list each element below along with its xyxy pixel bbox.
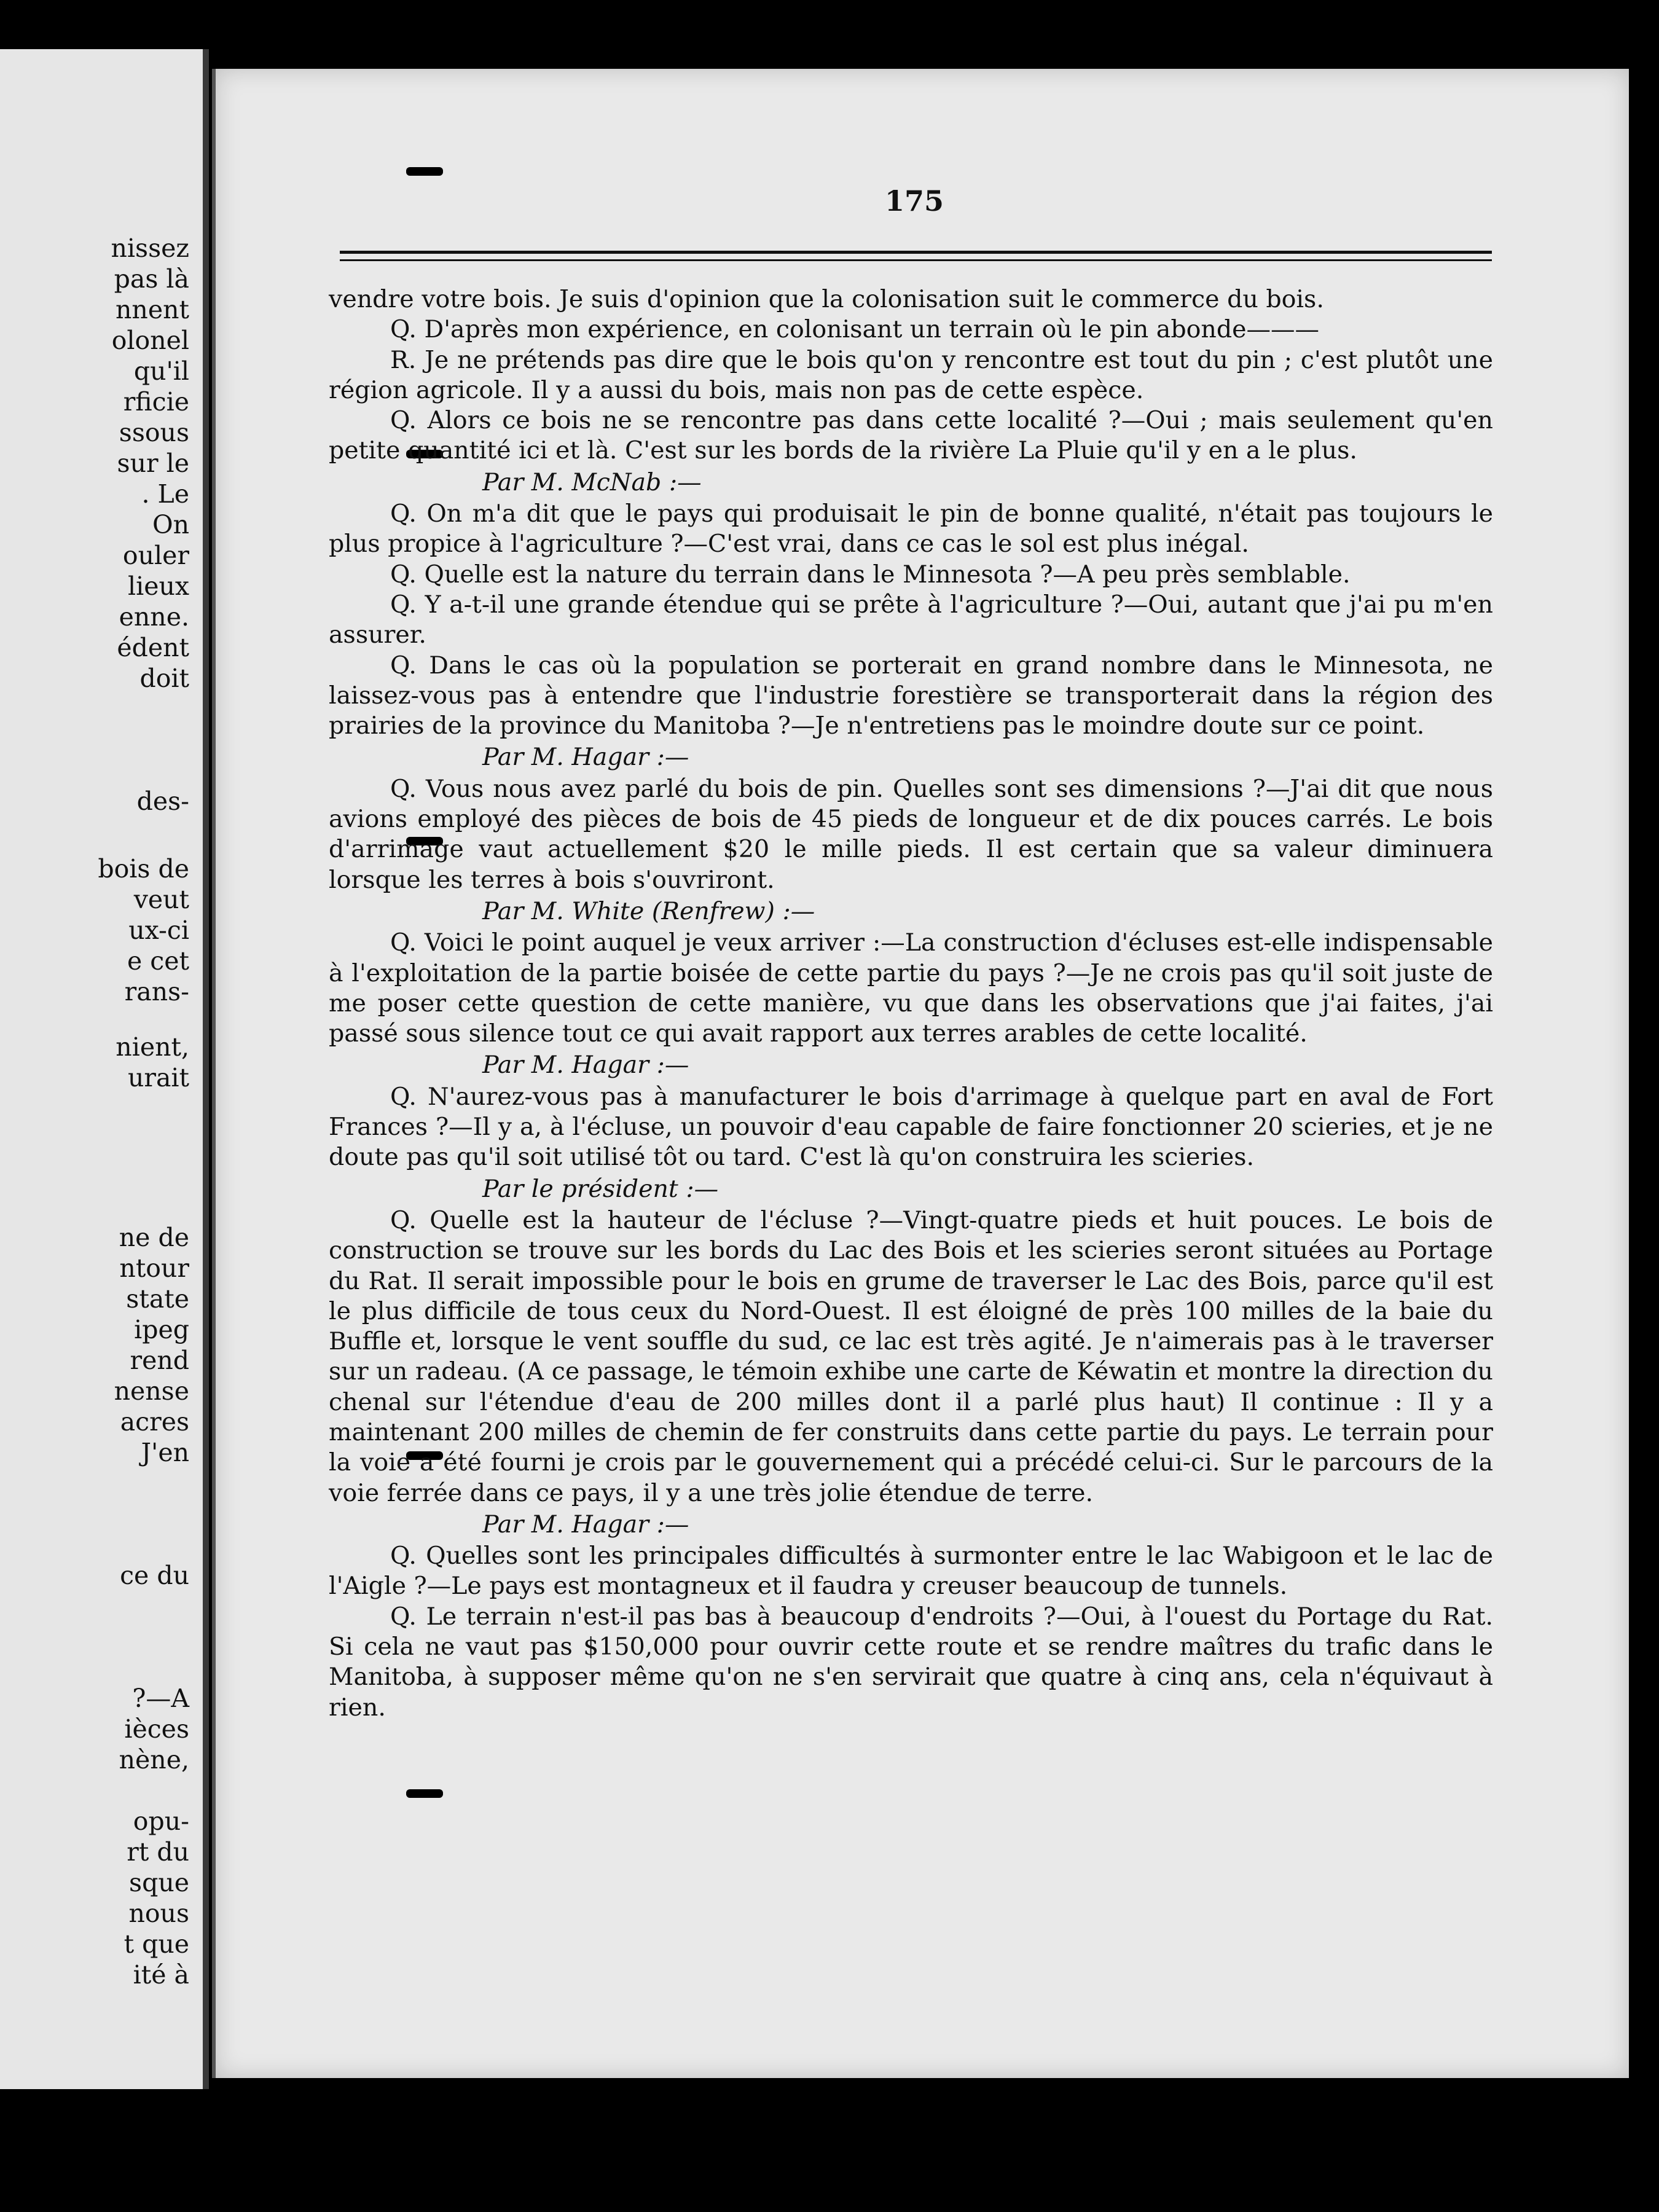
adjacent-page-fragment: ce du bbox=[120, 1561, 189, 1590]
paragraph: Q. On m'a dit que le pays qui produisait le pin de bonne qualité, n'était pas toujours le plus propice à l'agriculture ?—C'est vrai, dans ce cas le sol est plus inégal. bbox=[329, 500, 1493, 559]
speaker-heading: Par le président :— bbox=[482, 1174, 719, 1203]
paragraph: Q. Quelle est la nature du terrain dans le Minnesota ?—A peu près semblable. bbox=[390, 560, 1351, 589]
adjacent-page-fragment: pas là bbox=[114, 264, 189, 294]
page-number: 175 bbox=[885, 184, 944, 218]
adjacent-page-fragment: rend bbox=[130, 1346, 189, 1375]
adjacent-page-fragment: J'en bbox=[141, 1438, 189, 1467]
adjacent-page-fragment: veut bbox=[133, 885, 189, 914]
adjacent-page-fragment: ité à bbox=[133, 1960, 189, 1990]
adjacent-page-fragment: sque bbox=[129, 1868, 189, 1897]
adjacent-page-fragment: On bbox=[152, 510, 189, 539]
adjacent-page-fragment: e cet bbox=[127, 946, 189, 976]
adjacent-page-fragment: rans- bbox=[124, 977, 189, 1006]
adjacent-page-fragment: opu- bbox=[133, 1806, 189, 1836]
adjacent-page-fragment: nient, bbox=[116, 1032, 189, 1062]
header-rule bbox=[340, 259, 1492, 261]
adjacent-page-fragment: ntour bbox=[119, 1253, 189, 1283]
speaker-heading: Par M. White (Renfrew) :— bbox=[482, 896, 815, 925]
adjacent-page-fragment: ne de bbox=[119, 1223, 189, 1252]
adjacent-page-fragment: ux-ci bbox=[128, 916, 189, 945]
adjacent-page-fragment: nous bbox=[128, 1899, 189, 1928]
paragraph: Q. Le terrain n'est-il pas bas à beaucoup d'endroits ?—Oui, à l'ouest du Portage du Rat. Si cela ne vaut pas $150,000 pour ouvrir cette route et se rendre maîtres du trafic dans le Manitoba, à supposer même qu'on ne s'en servirait que quatre à cinq ans, cela n'équivaut à rien. bbox=[329, 1602, 1493, 1722]
adjacent-page-fragment: acres bbox=[120, 1407, 189, 1437]
paragraph: Q. Voici le point auquel je veux arriver :—La construction d'écluses est-elle indispensable à l'exploitation de la partie boisée de cette partie du pays ?—Je ne crois pas qu'il soit juste de me poser cette question de cette manière, vu que dans les observations que j'ai faites, j'ai passé sous silence tout ce qui avait rapport aux terres arables de cette localité. bbox=[329, 928, 1493, 1048]
adjacent-page-fragment: édent bbox=[117, 633, 189, 662]
paragraph: Q. Alors ce bois ne se rencontre pas dans cette localité ?—Oui ; mais seulement qu'en petite quantité ici et là. C'est sur les bords de la rivière La Pluie qu'il y en a le plus. bbox=[329, 406, 1493, 465]
adjacent-page-fragment: rt du bbox=[127, 1837, 189, 1867]
adjacent-page-fragment: rficie bbox=[123, 387, 189, 417]
speaker-heading: Par M. Hagar :— bbox=[482, 1051, 689, 1080]
adjacent-page-fragment: nissez bbox=[111, 233, 189, 263]
adjacent-page-fragment: ipeg bbox=[134, 1315, 189, 1344]
adjacent-page-fragment: qu'il bbox=[133, 356, 189, 386]
adjacent-page-fragment: state bbox=[126, 1284, 189, 1314]
adjacent-page-fragment: lieux bbox=[127, 571, 189, 601]
adjacent-page-fragment: ?—A bbox=[132, 1684, 189, 1713]
adjacent-page-fragment: enne. bbox=[119, 602, 189, 632]
adjacent-page-fragment: sur le bbox=[117, 449, 189, 478]
speaker-heading: Par M. Hagar :— bbox=[482, 1510, 689, 1539]
adjacent-page-fragment: urait bbox=[127, 1063, 189, 1092]
binding-clip bbox=[406, 167, 443, 176]
paragraph: Q. D'après mon expérience, en colonisant un terrain où le pin abonde——— bbox=[390, 315, 1320, 344]
paragraph: Q. Vous nous avez parlé du bois de pin. Quelles sont ses dimensions ?—J'ai dit que nous avions employé des pièces de bois de 45 pieds de longueur et de dix pouces carrés. Le bois d'arrimage vaut actuellement $20 le mille pieds. Il est certain que sa valeur diminuera lorsque les terres à bois s'ouvriront. bbox=[329, 774, 1493, 894]
speaker-heading: Par M. McNab :— bbox=[482, 468, 702, 496]
adjacent-page-fragment: ssous bbox=[119, 418, 189, 447]
paragraph: Q. Y a-t-il une grande étendue qui se prête à l'agriculture ?—Oui, autant que j'ai pu m'en assurer. bbox=[329, 590, 1493, 649]
adjacent-page-fragment: ouler bbox=[122, 541, 189, 570]
adjacent-page-fragment: t que bbox=[124, 1929, 189, 1959]
speaker-heading: Par M. Hagar :— bbox=[482, 743, 689, 772]
adjacent-page-fragment: . Le bbox=[141, 479, 189, 509]
paragraph: Q. Quelles sont les principales difficultés à surmonter entre le lac Wabigoon et le lac de l'Aigle ?—Le pays est montagneux et il faudra y creuser beaucoup de tunnels. bbox=[329, 1542, 1493, 1601]
adjacent-page-fragment: ièces bbox=[124, 1714, 189, 1744]
paragraph: R. Je ne prétends pas dire que le bois qu'on y rencontre est tout du pin ; c'est plutôt une région agricole. Il y a aussi du bois, mais non pas de cette espèce. bbox=[329, 345, 1493, 404]
paragraph: Q. Quelle est la hauteur de l'écluse ?—Vingt-quatre pieds et huit pouces. Le bois de construction se trouve sur les bords du Lac des Bois et les scieries seront situées au Portage du Rat. Il serait impossible pour le bois en grume de traverser le Lac des Bois, parce qu'il est le plus difficile de tous ceux du Nord-Ouest. Il est éloigné de près 100 milles de la baie du Buffle et, lorsque le vent souffle du sud, ce lac est très agité. Je n'aimerais pas à le traverser sur un radeau. (A ce passage, le témoin exhibe une carte de Kéwatin et montre la direction du chenal sur l'étendue d'eau de 200 milles dont il a parlé plus haut) Il continue : Il y a maintenant 200 milles de chemin de fer construits dans cette partie du pays. Le terrain pour la voie a été fourni je crois par le gouvernement qui a précédé celui-ci. Sur le parcours de la voie ferrée dans ce pays, il y a une très jolie étendue de terre. bbox=[329, 1206, 1493, 1507]
paragraph: Q. Dans le cas où la population se porterait en grand nombre dans le Minnesota, ne laissez-vous pas à entendre que l'industrie forestière se transporterait dans la région des prairies de la province du Manitoba ?—Je n'entretiens pas le moindre doute sur ce point. bbox=[329, 651, 1493, 740]
adjacent-page-fragment: nense bbox=[114, 1376, 189, 1406]
adjacent-page-fragment: olonel bbox=[111, 326, 189, 355]
binding-clip bbox=[406, 1789, 443, 1798]
adjacent-page-fragment: nène, bbox=[119, 1745, 189, 1775]
adjacent-page-fragment: bois de bbox=[98, 854, 189, 884]
paragraph: Q. N'aurez-vous pas à manufacturer le bois d'arrimage à quelque part en aval de Fort Frances ?—Il y a, à l'écluse, un pouvoir d'eau capable de faire fonctionner 20 scieries, et je ne doute pas qu'il soit utilisé tôt ou tard. C'est là qu'on construira les scieries. bbox=[329, 1082, 1493, 1172]
adjacent-page-fragment: des- bbox=[136, 786, 189, 816]
adjacent-page-fragment: doit bbox=[139, 664, 189, 693]
paragraph: vendre votre bois. Je suis d'opinion que la colonisation suit le commerce du bois. bbox=[329, 285, 1324, 313]
adjacent-page bbox=[0, 49, 209, 2089]
header-rule bbox=[340, 251, 1492, 254]
body-text bbox=[329, 284, 1493, 1723]
adjacent-page-fragment: nnent bbox=[116, 295, 189, 324]
